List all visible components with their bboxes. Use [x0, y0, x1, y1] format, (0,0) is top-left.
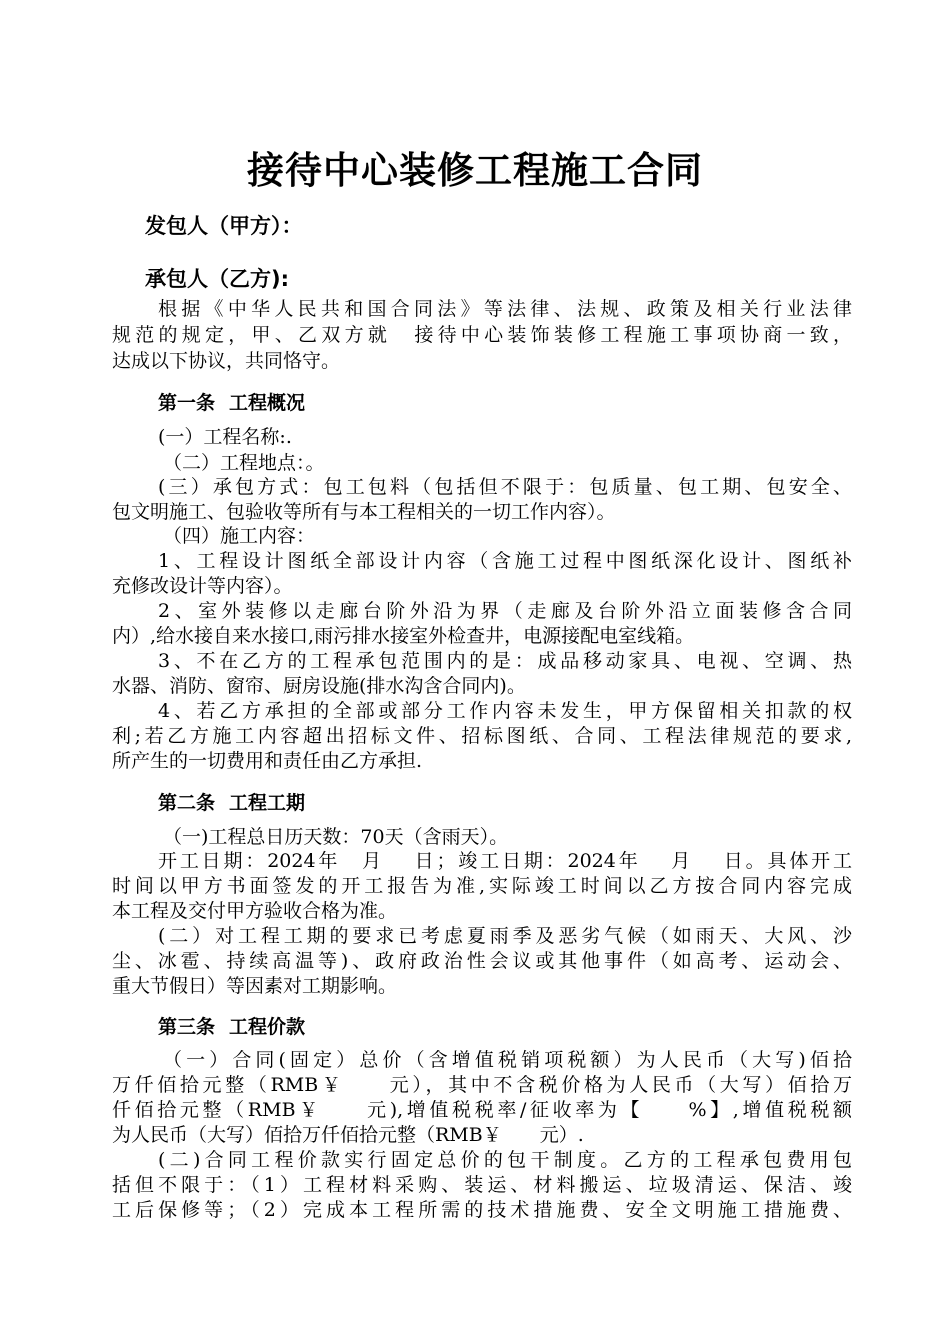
article-line: （一)工程总日历天数：70天（含雨天）。: [163, 826, 509, 848]
article-heading: [158, 1012, 305, 1039]
article-number: 第一条: [158, 392, 216, 414]
article-line: 本工程及交付甲方验收合格为准。: [112, 900, 398, 922]
article-line: 工后保修等；（2）完成本工程所需的技术措施费、安全文明施工措施费、: [112, 1199, 852, 1221]
intro-line: 达成以下协议，共同恪守。: [112, 350, 341, 372]
article-line: 万仟佰拾元整（RMB￥ 元），其中不含税价格为人民币（大写）佰拾万: [112, 1074, 852, 1096]
page-title: 接待中心装修工程施工合同: [247, 149, 703, 192]
article-line: 括但不限于：（1）工程材料采购、装运、材料搬运、垃圾清运、保洁、竣: [112, 1174, 852, 1196]
article-number: 第三条: [158, 1016, 216, 1038]
intro-line: 规范的规定，甲、乙双方就 接待中心装饰装修工程施工事项协商一致，: [112, 324, 852, 346]
article-line: 所产生的一切费用和责任由乙方承担.: [112, 750, 423, 772]
article-heading: [158, 788, 305, 815]
article-line: 时间以甲方书面签发的开工报告为准,实际竣工时间以乙方按合同内容完成: [112, 875, 852, 897]
article-line: (二)合同工程价款实行固定总价的包干制度。乙方的工程承包费用包: [158, 1149, 852, 1171]
article-heading: [158, 388, 305, 415]
article-line: （二）工程地点：。: [163, 452, 325, 474]
article-line: (三）承包方式：包工包料（包括但不限于：包质量、包工期、包安全、: [158, 476, 852, 498]
article-title: 工程工期: [229, 792, 306, 814]
article-title: 工程概况: [229, 392, 306, 414]
party-a-label: 发包人（甲方）：: [145, 214, 303, 238]
article-line: 充修改设计等内容）。: [112, 575, 293, 597]
article-line: 为人民币（大写）佰拾万仟佰拾元整（RMB￥ 元）.: [112, 1124, 584, 1146]
article-line: 重大节假日）等因素对工期影响。: [112, 975, 398, 997]
article-number: 第二条: [158, 792, 216, 814]
party-b-label: 承包人（乙方):: [145, 267, 289, 291]
article-line: 4、若乙方承担的全部或部分工作内容未发生，甲方保留相关扣款的权: [158, 700, 852, 722]
article-line: (二）对工程工期的要求已考虑夏雨季及恶劣气候（如雨天、大风、沙: [158, 925, 852, 947]
article-line: 仟佰拾元整（RMB￥ 元),增值税税率/征收率为【 %】,增值税税额: [112, 1099, 852, 1121]
article-line: 3、不在乙方的工程承包范围内的是：成品移动家具、电视、空调、热: [158, 650, 852, 672]
article-line: 2、室外装修以走廊台阶外沿为界（走廊及台阶外沿立面装修含合同: [158, 600, 852, 622]
article-line: （一）合同(固定）总价（含增值税销项税额）为人民币（大写)佰拾: [163, 1049, 852, 1071]
article-title: 工程价款: [229, 1016, 306, 1038]
article-line: 内）,给水接自来水接口,雨污排水接室外检查井，电源接配电室线箱。: [112, 625, 695, 647]
intro-line: 根据《中华人民共和国合同法》等法律、法规、政策及相关行业法律: [158, 298, 852, 320]
article-line: （四）施工内容：: [163, 525, 316, 547]
article-line: 包文明施工、包验收等所有与本工程相关的一切工作内容）。: [112, 501, 616, 523]
article-line: 1、工程设计图纸全部设计内容（含施工过程中图纸深化设计、图纸补: [158, 550, 852, 572]
article-line: 水器、消防、窗帘、厨房设施(排水沟含合同内)。: [112, 675, 526, 697]
article-line: 利;若乙方施工内容超出招标文件、招标图纸、合同、工程法律规范的要求,: [112, 725, 852, 747]
article-line: 开工日期：2024年 月 日；竣工日期：2024年 月 日。具体开工: [158, 850, 852, 872]
article-line: (一）工程名称:.: [158, 426, 292, 448]
article-line: 尘、冰雹、持续高温等)、政府政治性会议或其他事件（如高考、运动会、: [112, 950, 852, 972]
